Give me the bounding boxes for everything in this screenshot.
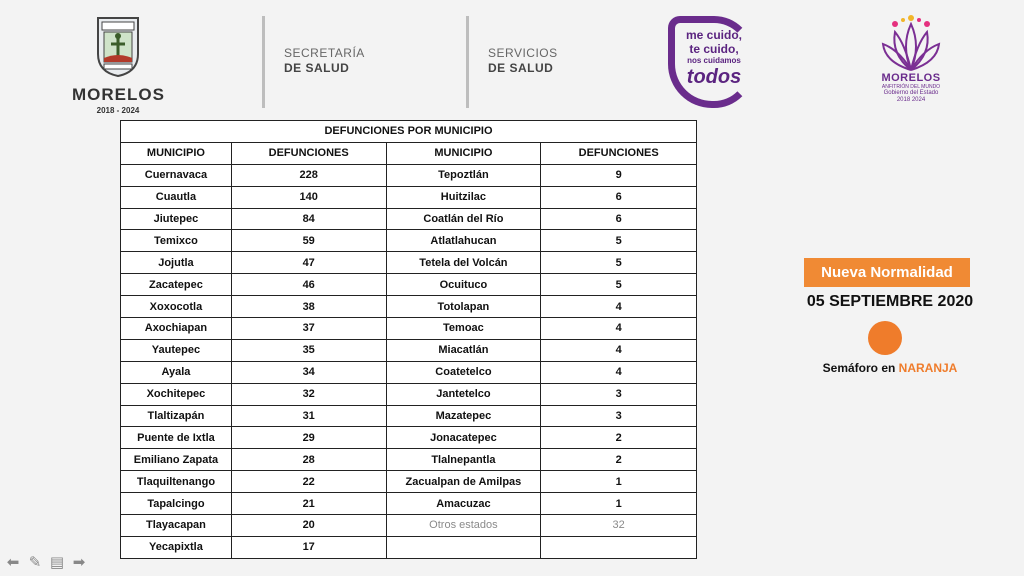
table-row [121, 515, 697, 537]
municipio-cell: Totolapan [386, 296, 541, 318]
defunciones-cell: 22 [231, 471, 386, 493]
defunciones-cell: 1 [541, 471, 697, 493]
campaign-line3: nos cuidamos [687, 56, 741, 65]
municipio-cell: Amacuzac [386, 493, 541, 515]
defunciones-cell: 228 [231, 164, 386, 186]
defunciones-cell: 17 [231, 536, 386, 558]
table-row [121, 296, 697, 318]
municipio-cell: Jonacatepec [386, 427, 541, 449]
traffic-light-orange-dot [868, 321, 902, 355]
municipio-cell: Emiliano Zapata [121, 449, 232, 471]
defunciones-cell: 4 [541, 318, 697, 340]
table-row [121, 208, 697, 230]
table-row [121, 252, 697, 274]
municipio-cell: Miacatlán [386, 339, 541, 361]
lotus-flower-icon [881, 14, 941, 72]
municipio-cell: Jojutla [121, 252, 232, 274]
table-row [121, 186, 697, 208]
table-row [121, 405, 697, 427]
defunciones-cell: 35 [231, 339, 386, 361]
defunciones-cell: 34 [231, 361, 386, 383]
municipio-cell: Ayala [121, 361, 232, 383]
dept2-line1: SERVICIOS [488, 46, 558, 60]
arrow-left-icon[interactable]: ⬅ [6, 554, 20, 571]
defunciones-cell: 4 [541, 296, 697, 318]
defunciones-cell: 2 [541, 449, 697, 471]
municipio-cell: Temoac [386, 318, 541, 340]
semaforo-color: NARANJA [898, 361, 958, 375]
defunciones-cell: 47 [231, 252, 386, 274]
defunciones-cell: 21 [231, 493, 386, 515]
defunciones-cell [541, 536, 697, 558]
defunciones-cell: 28 [231, 449, 386, 471]
defunciones-cell: 1 [541, 493, 697, 515]
municipio-cell: Xochitepec [121, 383, 232, 405]
campaign-badge [668, 16, 754, 108]
dept1-line1: SECRETARÍA [284, 46, 365, 60]
table-row [121, 274, 697, 296]
municipio-cell: Tlaquiltenango [121, 471, 232, 493]
defunciones-cell: 5 [541, 230, 697, 252]
report-date: 05 SEPTIEMBRE 2020 [806, 293, 974, 310]
defunciones-cell: 32 [231, 383, 386, 405]
defunciones-cell: 4 [541, 339, 697, 361]
defunciones-cell: 6 [541, 208, 697, 230]
municipio-cell: Coatlán del Río [386, 208, 541, 230]
municipio-cell: Mazatepec [386, 405, 541, 427]
municipio-cell: Puente de Ixtla [121, 427, 232, 449]
campaign-line1: me cuido, [685, 28, 742, 42]
municipio-cell: Tlaltizapán [121, 405, 232, 427]
table-row [121, 318, 697, 340]
servicios-de-salud-label [488, 46, 558, 76]
defunciones-cell: 46 [231, 274, 386, 296]
defunciones-cell: 2 [541, 427, 697, 449]
municipio-cell: Yautepec [121, 339, 232, 361]
municipio-cell: Temixco [121, 230, 232, 252]
header-defunciones: DEFUNCIONES [541, 142, 697, 164]
divider [466, 16, 469, 108]
header-defunciones: DEFUNCIONES [231, 142, 386, 164]
municipio-cell: Zacatepec [121, 274, 232, 296]
municipio-cell: Cuautla [121, 186, 232, 208]
municipio-cell: Zacualpan de Amilpas [386, 471, 541, 493]
municipio-cell: Axochiapan [121, 318, 232, 340]
table-title: DEFUNCIONES POR MUNICIPIO [121, 121, 697, 143]
municipio-cell: Ocuituco [386, 274, 541, 296]
table-row [121, 427, 697, 449]
semaforo-prefix: Semáforo en [822, 361, 896, 375]
defunciones-cell: 140 [231, 186, 386, 208]
deaths-by-municipality-table [120, 120, 697, 559]
municipio-cell: Yecapixtla [121, 536, 232, 558]
municipio-cell: Coatetelco [386, 361, 541, 383]
municipio-cell: Tetela del Volcán [386, 252, 541, 274]
table-header-row [121, 142, 697, 164]
defunciones-cell: 5 [541, 274, 697, 296]
dept1-line2: DE SALUD [284, 61, 350, 75]
municipio-cell: Cuernavaca [121, 164, 232, 186]
municipio-cell: Jantetelco [386, 383, 541, 405]
table-body [121, 164, 697, 558]
gov-logo-line1: Gobierno del Estado [883, 90, 939, 96]
table-row [121, 164, 697, 186]
municipio-cell: Otros estados [386, 515, 541, 537]
gov-logo-name: MORELOS [881, 72, 941, 84]
municipio-cell: Atlatlahucan [386, 230, 541, 252]
defunciones-cell: 59 [231, 230, 386, 252]
gov-logo-sub: ANFITRIÓN DEL MUNDO [881, 84, 941, 90]
defunciones-cell: 5 [541, 252, 697, 274]
arrow-right-icon[interactable]: ➡ [72, 554, 86, 571]
municipio-cell: Tapalcingo [121, 493, 232, 515]
slideshow-toolbar [4, 554, 88, 572]
municipio-cell: Tlalnepantla [386, 449, 541, 471]
defunciones-cell: 37 [231, 318, 386, 340]
municipio-cell: Xoxocotla [121, 296, 232, 318]
defunciones-cell: 32 [541, 515, 697, 537]
campaign-line2: te cuido, [689, 42, 739, 56]
state-years: 2018 - 2024 [96, 106, 140, 115]
table-title-row [121, 121, 697, 143]
defunciones-cell: 9 [541, 164, 697, 186]
state-name: MORELOS [72, 85, 165, 104]
table-row [121, 339, 697, 361]
header-municipio: MUNICIPIO [121, 142, 232, 164]
campaign-line4: todos [686, 66, 742, 88]
defunciones-cell: 3 [541, 383, 697, 405]
municipio-cell: Tepoztlán [386, 164, 541, 186]
table-row [121, 536, 697, 558]
municipio-cell: Huitzilac [386, 186, 541, 208]
defunciones-cell: 31 [231, 405, 386, 427]
coat-of-arms-icon [93, 14, 143, 78]
defunciones-cell: 3 [541, 405, 697, 427]
defunciones-cell: 29 [231, 427, 386, 449]
slides-icon[interactable]: ▤ [49, 554, 65, 571]
defunciones-cell: 84 [231, 208, 386, 230]
morelos-state-logo [72, 14, 164, 115]
municipio-cell: Jiutepec [121, 208, 232, 230]
divider [262, 16, 265, 108]
pen-icon[interactable]: ✎ [28, 554, 42, 571]
government-logo [866, 14, 956, 104]
secretaria-de-salud-label [284, 46, 365, 76]
table-row [121, 230, 697, 252]
defunciones-cell: 20 [231, 515, 386, 537]
header-municipio: MUNICIPIO [386, 142, 541, 164]
table-row [121, 383, 697, 405]
dept2-line2: DE SALUD [488, 61, 554, 75]
defunciones-cell: 4 [541, 361, 697, 383]
nueva-normalidad-badge: Nueva Normalidad [804, 258, 970, 287]
gov-logo-line2: 2018 2024 [896, 97, 926, 103]
table-row [121, 493, 697, 515]
defunciones-cell: 38 [231, 296, 386, 318]
defunciones-cell: 6 [541, 186, 697, 208]
table-row [121, 449, 697, 471]
table-row [121, 471, 697, 493]
table-row [121, 361, 697, 383]
semaforo-status [790, 361, 990, 375]
municipio-cell [386, 536, 541, 558]
municipio-cell: Tlayacapan [121, 515, 232, 537]
